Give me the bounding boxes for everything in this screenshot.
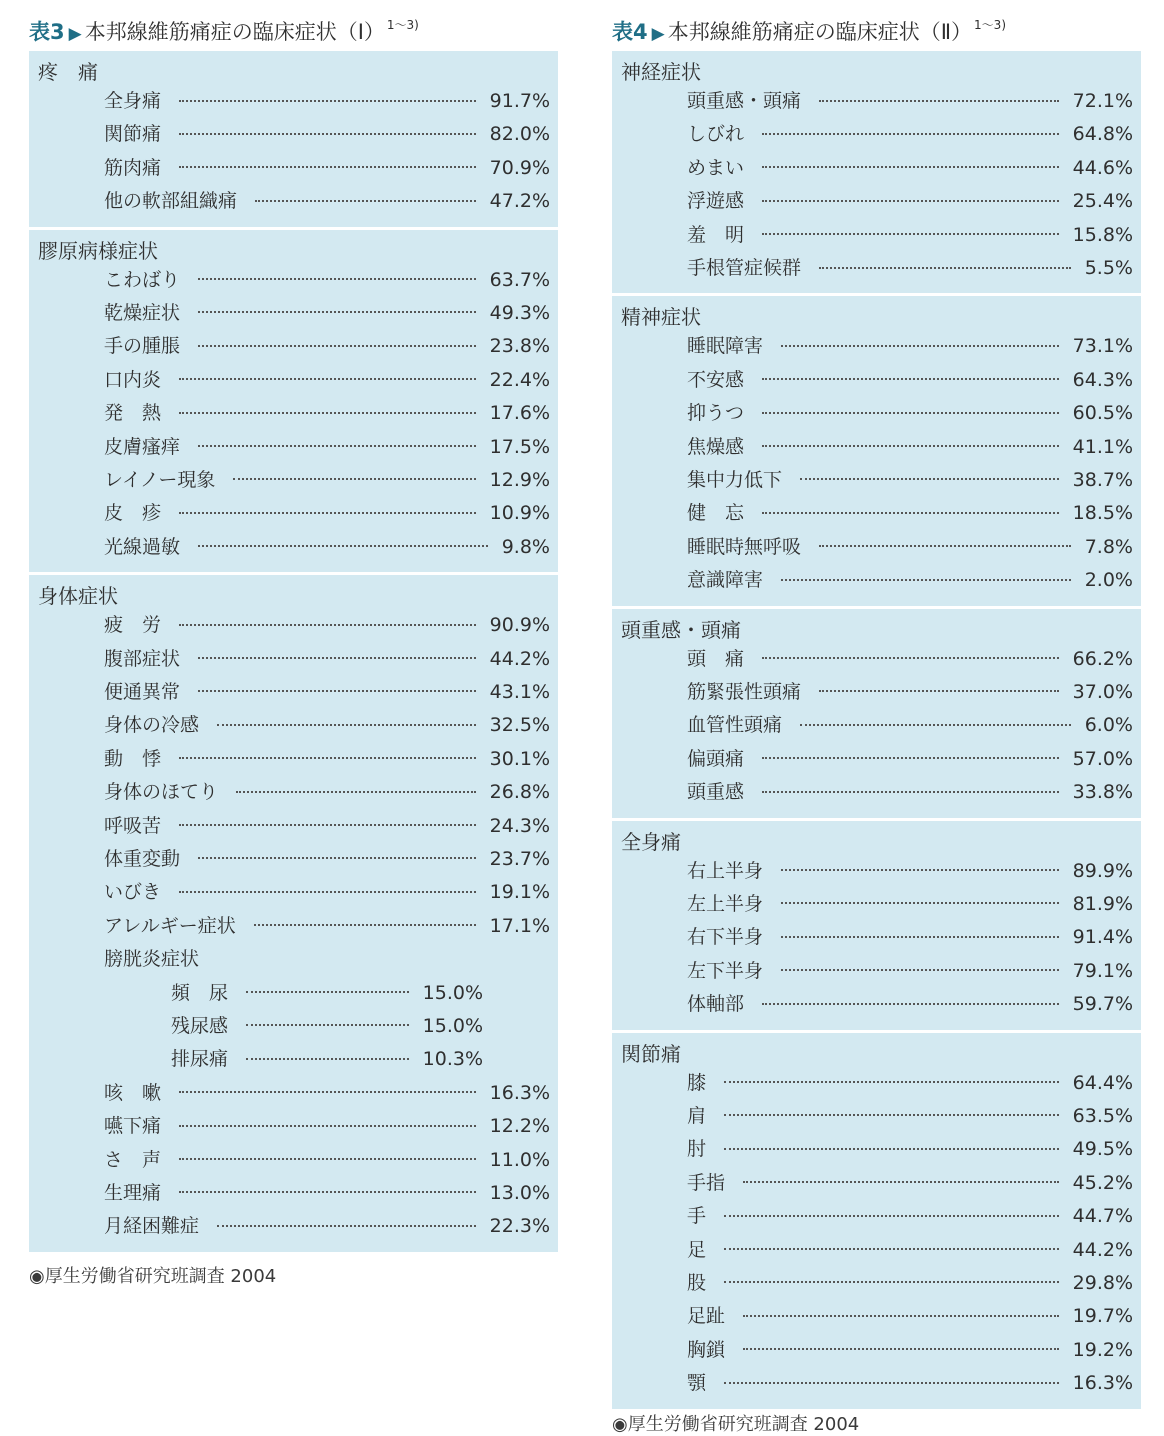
symptom-percentage: 70.9% xyxy=(489,156,550,179)
symptom-row xyxy=(687,85,1133,118)
symptom-name: 体重変動 xyxy=(104,847,181,870)
symptom-percentage: 17.1% xyxy=(489,914,550,937)
section-heading: 全身痛 xyxy=(621,829,681,854)
dot-leader xyxy=(198,545,488,547)
dot-leader xyxy=(246,991,409,993)
symptom-name: 胸鎖 xyxy=(687,1338,726,1361)
symptom-name: 全身痛 xyxy=(104,90,162,112)
table-body xyxy=(29,51,558,1252)
symptom-row xyxy=(687,709,1133,742)
symptom-percentage: 17.5% xyxy=(489,435,550,458)
dot-leader xyxy=(198,345,476,347)
symptom-row xyxy=(104,810,550,843)
symptom-section xyxy=(612,1033,1141,1409)
symptom-percentage: 22.4% xyxy=(489,368,550,391)
symptom-row xyxy=(104,85,550,118)
dot-leader xyxy=(179,100,476,102)
symptom-row xyxy=(104,185,550,218)
symptom-row xyxy=(104,776,550,809)
symptom-name: 疲 労 xyxy=(104,614,162,637)
symptom-name: 手の腫脹 xyxy=(104,335,181,358)
dot-leader xyxy=(762,1003,1059,1005)
dot-leader xyxy=(724,1114,1059,1116)
symptom-percentage: 57.0% xyxy=(1072,747,1133,770)
symptom-percentage: 63.7% xyxy=(489,268,550,291)
symptom-percentage: 44.6% xyxy=(1072,156,1133,179)
dot-leader xyxy=(724,1281,1059,1283)
symptom-name: 肘 xyxy=(687,1138,707,1161)
symptom-row xyxy=(104,843,550,876)
symptom-percentage: 25.4% xyxy=(1072,190,1133,213)
dot-leader xyxy=(179,166,476,168)
symptom-percentage: 15.0% xyxy=(422,981,483,1004)
symptom-percentage: 89.9% xyxy=(1072,859,1133,882)
dot-leader xyxy=(179,1158,476,1160)
symptom-row xyxy=(687,118,1133,151)
symptom-name: 残尿感 xyxy=(171,1014,229,1037)
symptom-name: 左上半身 xyxy=(687,892,764,915)
symptom-percentage: 43.1% xyxy=(489,680,550,703)
section-heading: 頭重感・頭痛 xyxy=(621,617,741,642)
reference-superscript: 1〜3) xyxy=(386,18,419,32)
symptom-name: 足 xyxy=(687,1238,707,1261)
dot-leader xyxy=(781,902,1059,904)
symptom-percentage: 6.0% xyxy=(1084,714,1133,737)
symptom-percentage: 47.2% xyxy=(489,190,550,213)
dot-leader xyxy=(743,1315,1059,1317)
dot-leader xyxy=(762,378,1059,380)
symptom-percentage: 64.8% xyxy=(1072,123,1133,146)
symptom-percentage: 26.8% xyxy=(489,781,550,804)
symptom-percentage: 66.2% xyxy=(1072,647,1133,670)
section-heading: 膠原病様症状 xyxy=(38,238,158,263)
symptom-name: 抑うつ xyxy=(687,402,745,425)
symptom-name: 浮遊感 xyxy=(687,190,745,213)
symptom-percentage: 73.1% xyxy=(1072,335,1133,358)
symptom-name: 膀胱炎症状 xyxy=(104,948,200,971)
symptom-percentage: 5.5% xyxy=(1084,257,1133,279)
symptom-percentage: 13.0% xyxy=(489,1181,550,1204)
symptom-row xyxy=(687,1234,1133,1267)
symptom-percentage: 38.7% xyxy=(1072,468,1133,491)
symptom-row xyxy=(104,464,550,497)
symptom-percentage: 11.0% xyxy=(489,1148,550,1171)
symptom-percentage: 23.8% xyxy=(489,335,550,358)
symptom-name: 左下半身 xyxy=(687,959,764,982)
symptom-name: 頻 尿 xyxy=(171,981,229,1004)
dot-leader xyxy=(781,579,1071,581)
dot-leader xyxy=(762,757,1059,759)
dot-leader xyxy=(179,1091,476,1093)
symptom-percentage: 59.7% xyxy=(1072,993,1133,1016)
symptom-name: 睡眠時無呼吸 xyxy=(687,535,802,558)
symptom-percentage: 15.0% xyxy=(422,1014,483,1037)
symptom-name: 身体の冷感 xyxy=(104,714,200,737)
dot-leader xyxy=(743,1181,1059,1183)
symptom-row xyxy=(687,464,1133,497)
symptom-name: 手根管症候群 xyxy=(687,257,802,279)
symptom-percentage: 10.3% xyxy=(422,1048,483,1071)
symptom-row xyxy=(687,955,1133,988)
dot-leader xyxy=(800,478,1059,480)
symptom-name: 睡眠障害 xyxy=(687,335,764,358)
symptom-name: 手 xyxy=(687,1205,707,1228)
dot-leader xyxy=(217,724,476,726)
symptom-row xyxy=(104,118,550,151)
dot-leader xyxy=(198,445,476,447)
symptom-name: 羞 明 xyxy=(687,223,745,246)
symptom-row xyxy=(104,643,550,676)
symptom-name: 乾燥症状 xyxy=(104,301,181,324)
dot-leader xyxy=(179,1125,476,1127)
dot-leader xyxy=(255,200,476,202)
dot-leader xyxy=(743,1348,1059,1350)
dot-leader xyxy=(762,133,1059,135)
symptom-name: 頭 痛 xyxy=(687,647,745,670)
symptom-row xyxy=(104,1110,550,1143)
dot-leader xyxy=(800,724,1071,726)
table-title-text: 本邦線維筋痛症の臨床症状（Ⅱ） xyxy=(667,20,973,44)
symptom-percentage: 63.5% xyxy=(1072,1104,1133,1127)
section-heading: 神経症状 xyxy=(621,60,701,84)
symptom-section xyxy=(612,51,1141,293)
symptom-percentage: 90.9% xyxy=(489,614,550,637)
symptom-percentage: 91.7% xyxy=(489,90,550,112)
dot-leader xyxy=(724,1248,1059,1250)
dot-leader xyxy=(179,624,476,626)
dot-leader xyxy=(762,412,1059,414)
symptom-percentage: 17.6% xyxy=(489,402,550,425)
symptom-row xyxy=(104,431,550,464)
symptom-row xyxy=(104,1077,550,1110)
symptom-name: 偏頭痛 xyxy=(687,747,745,770)
symptom-name: 意識障害 xyxy=(687,569,764,592)
dot-leader xyxy=(781,936,1059,938)
symptom-row xyxy=(104,910,550,943)
table-title xyxy=(29,8,419,51)
dot-leader xyxy=(781,869,1059,871)
dot-leader xyxy=(179,378,476,380)
symptom-percentage: 49.5% xyxy=(1072,1138,1133,1161)
dot-leader xyxy=(762,445,1059,447)
symptom-row xyxy=(687,1167,1133,1200)
symptom-name: 身体のほてり xyxy=(104,781,219,804)
dot-leader xyxy=(819,545,1071,547)
symptom-percentage: 45.2% xyxy=(1072,1171,1133,1194)
symptom-section xyxy=(29,51,558,227)
dot-leader xyxy=(724,1215,1059,1217)
symptom-row xyxy=(687,252,1133,285)
symptom-percentage: 41.1% xyxy=(1072,435,1133,458)
dot-leader xyxy=(246,1024,409,1026)
symptom-name: 筋緊張性頭痛 xyxy=(687,680,802,703)
dot-leader xyxy=(179,891,476,893)
dot-leader xyxy=(724,1148,1059,1150)
section-heading: 関節痛 xyxy=(621,1041,681,1066)
symptom-row xyxy=(687,743,1133,776)
symptom-name: しびれ xyxy=(687,123,745,146)
symptom-row xyxy=(104,1144,550,1177)
symptom-row xyxy=(687,888,1133,921)
dot-leader xyxy=(198,311,476,313)
table-label: 表4 xyxy=(612,20,648,44)
dot-leader xyxy=(179,1191,476,1193)
symptom-name: 頭重感・頭痛 xyxy=(687,90,802,112)
symptom-percentage: 33.8% xyxy=(1072,781,1133,804)
symptom-percentage: 12.9% xyxy=(489,468,550,491)
symptom-name: 皮 疹 xyxy=(104,502,162,525)
symptom-percentage: 49.3% xyxy=(489,301,550,324)
symptom-name: 嚥下痛 xyxy=(104,1115,162,1138)
symptom-name: 血管性頭痛 xyxy=(687,714,783,737)
dot-leader xyxy=(819,267,1071,269)
symptom-name: 頭重感 xyxy=(687,781,745,804)
symptom-percentage: 44.2% xyxy=(1072,1238,1133,1261)
symptom-percentage: 81.9% xyxy=(1072,892,1133,915)
dot-leader xyxy=(819,100,1059,102)
symptom-row xyxy=(104,1177,550,1210)
symptom-percentage: 60.5% xyxy=(1072,402,1133,425)
dot-leader xyxy=(198,278,476,280)
symptom-name: 皮膚瘙痒 xyxy=(104,435,181,458)
dot-leader xyxy=(233,478,475,480)
symptom-row xyxy=(104,297,550,330)
symptom-percentage: 19.7% xyxy=(1072,1305,1133,1328)
symptom-name: 膝 xyxy=(687,1071,707,1094)
symptom-row xyxy=(687,1300,1133,1333)
dot-leader xyxy=(179,512,476,514)
dot-leader xyxy=(198,690,476,692)
dot-leader xyxy=(236,791,476,793)
symptom-name: アレルギー症状 xyxy=(104,914,236,937)
dot-leader xyxy=(198,657,476,659)
source-note: ◉厚生労働省研究班調査 2004 xyxy=(29,1266,277,1287)
dot-leader xyxy=(819,690,1059,692)
symptom-row xyxy=(104,152,550,185)
symptom-section xyxy=(612,609,1141,818)
symptom-name: こわばり xyxy=(104,268,181,291)
symptom-percentage: 72.1% xyxy=(1072,90,1133,112)
symptom-percentage: 44.2% xyxy=(489,647,550,670)
symptom-percentage: 23.7% xyxy=(489,847,550,870)
symptom-name: 集中力低下 xyxy=(687,468,783,491)
section-heading: 疼 痛 xyxy=(38,60,98,84)
symptom-row xyxy=(687,1367,1133,1400)
dot-leader xyxy=(762,791,1059,793)
sub-symptom-row xyxy=(171,1010,483,1043)
symptom-percentage: 10.9% xyxy=(489,502,550,525)
symptom-percentage: 15.8% xyxy=(1072,223,1133,246)
dot-leader xyxy=(254,924,476,926)
symptom-percentage: 44.7% xyxy=(1072,1205,1133,1228)
symptom-percentage: 37.0% xyxy=(1072,680,1133,703)
symptom-row xyxy=(104,1210,550,1243)
dot-leader xyxy=(781,345,1059,347)
symptom-row xyxy=(687,219,1133,252)
section-heading: 精神症状 xyxy=(621,305,701,330)
dot-leader xyxy=(246,1058,409,1060)
symptom-row xyxy=(687,855,1133,888)
dot-leader xyxy=(724,1382,1059,1384)
symptom-percentage: 12.2% xyxy=(489,1115,550,1138)
symptom-name: 焦燥感 xyxy=(687,435,745,458)
symptom-row xyxy=(687,397,1133,430)
dot-leader xyxy=(762,200,1059,202)
symptom-percentage: 2.0% xyxy=(1084,569,1133,592)
table-body xyxy=(612,51,1141,1409)
dot-leader xyxy=(762,233,1059,235)
symptom-row xyxy=(687,921,1133,954)
symptom-row xyxy=(687,330,1133,363)
symptom-name: めまい xyxy=(687,156,745,179)
dot-leader xyxy=(724,1081,1059,1083)
symptom-percentage: 64.3% xyxy=(1072,368,1133,391)
symptom-row xyxy=(687,988,1133,1021)
reference-superscript: 1〜3) xyxy=(974,18,1006,32)
dot-leader xyxy=(179,757,476,759)
symptom-name: 腹部症状 xyxy=(104,647,181,670)
symptom-name: 健 忘 xyxy=(687,502,745,525)
symptom-percentage: 30.1% xyxy=(489,747,550,770)
symptom-name: 生理痛 xyxy=(104,1181,162,1204)
symptom-percentage: 91.4% xyxy=(1072,926,1133,949)
symptom-name: 体軸部 xyxy=(687,993,745,1016)
symptom-name: 関節痛 xyxy=(104,123,162,146)
triangle-right-icon: ▶ xyxy=(651,24,665,44)
triangle-right-icon: ▶ xyxy=(68,24,82,44)
symptom-percentage: 16.3% xyxy=(1072,1372,1133,1395)
dot-leader xyxy=(179,824,476,826)
symptom-name: レイノー現象 xyxy=(104,468,216,491)
symptom-name: 手指 xyxy=(687,1171,726,1194)
symptom-name: いびき xyxy=(104,881,162,904)
table-title xyxy=(612,8,1006,51)
symptom-row xyxy=(104,531,550,564)
symptom-row xyxy=(104,876,550,909)
symptom-percentage: 32.5% xyxy=(489,714,550,737)
symptom-row xyxy=(687,564,1133,597)
symptom-row xyxy=(104,743,550,776)
dot-leader xyxy=(762,657,1059,659)
symptom-name: 不安感 xyxy=(687,368,745,391)
symptom-row xyxy=(687,1200,1133,1233)
symptom-row xyxy=(687,1334,1133,1367)
symptom-row xyxy=(687,364,1133,397)
symptom-section xyxy=(29,575,558,1252)
symptom-row xyxy=(104,364,550,397)
source-note: ◉厚生労働省研究班調査 2004 xyxy=(612,1414,860,1435)
symptom-row xyxy=(687,431,1133,464)
symptom-row xyxy=(687,776,1133,809)
table-label: 表3 xyxy=(29,20,65,44)
symptom-name: さ 声 xyxy=(104,1148,162,1171)
symptom-name: 口内炎 xyxy=(104,368,162,391)
symptom-name: 顎 xyxy=(687,1372,707,1395)
symptom-percentage: 24.3% xyxy=(489,814,550,837)
symptom-name: 肩 xyxy=(687,1104,707,1127)
symptom-section xyxy=(612,821,1141,1030)
dot-leader xyxy=(198,857,476,859)
symptom-name: 右上半身 xyxy=(687,859,764,882)
symptom-percentage: 29.8% xyxy=(1072,1271,1133,1294)
symptom-row xyxy=(104,264,550,297)
symptom-section xyxy=(612,296,1141,605)
symptom-percentage: 7.8% xyxy=(1084,535,1133,558)
symptom-row xyxy=(104,676,550,709)
symptom-name: 便通異常 xyxy=(104,680,181,703)
symptom-row xyxy=(104,943,550,976)
symptom-row xyxy=(687,531,1133,564)
sub-symptom-row xyxy=(171,1043,483,1076)
section-heading: 身体症状 xyxy=(38,584,118,609)
symptom-row xyxy=(104,330,550,363)
symptom-row xyxy=(104,397,550,430)
symptom-name: 他の軟部組織痛 xyxy=(104,190,238,213)
symptom-name: 排尿痛 xyxy=(171,1048,229,1071)
dot-leader xyxy=(762,166,1059,168)
symptom-percentage: 64.4% xyxy=(1072,1071,1133,1094)
symptom-percentage: 18.5% xyxy=(1072,502,1133,525)
symptom-percentage: 82.0% xyxy=(489,123,550,146)
symptom-row xyxy=(687,497,1133,530)
symptom-row xyxy=(687,1133,1133,1166)
symptom-name: 呼吸苦 xyxy=(104,814,162,837)
dot-leader xyxy=(781,969,1059,971)
sub-symptom-row xyxy=(171,977,483,1010)
symptom-row xyxy=(687,1267,1133,1300)
dot-leader xyxy=(762,512,1059,514)
symptom-row xyxy=(687,185,1133,218)
table-title-text: 本邦線維筋痛症の臨床症状（Ⅰ） xyxy=(84,20,385,44)
symptom-percentage: 9.8% xyxy=(501,535,550,558)
symptom-percentage: 19.2% xyxy=(1072,1338,1133,1361)
dot-leader xyxy=(179,412,476,414)
symptom-percentage: 79.1% xyxy=(1072,959,1133,982)
dot-leader xyxy=(217,1225,476,1227)
symptom-row xyxy=(687,152,1133,185)
symptom-row xyxy=(104,609,550,642)
symptom-name: 動 悸 xyxy=(104,747,162,770)
symptom-name: 咳 嗽 xyxy=(104,1081,162,1104)
dot-leader xyxy=(179,133,476,135)
symptom-percentage: 16.3% xyxy=(489,1081,550,1104)
symptom-row xyxy=(104,497,550,530)
symptom-row xyxy=(687,1100,1133,1133)
symptom-row xyxy=(687,1067,1133,1100)
symptom-percentage: 22.3% xyxy=(489,1215,550,1238)
symptom-row xyxy=(687,676,1133,709)
symptom-row xyxy=(687,643,1133,676)
symptom-name: 光線過敏 xyxy=(104,535,181,558)
symptom-name: 発 熱 xyxy=(104,402,162,425)
symptom-row xyxy=(104,709,550,742)
symptom-name: 足趾 xyxy=(687,1305,726,1328)
symptom-name: 右下半身 xyxy=(687,926,764,949)
symptom-name: 筋肉痛 xyxy=(104,156,162,179)
symptom-name: 股 xyxy=(687,1271,707,1294)
symptom-name: 月経困難症 xyxy=(104,1215,200,1238)
symptom-percentage: 19.1% xyxy=(489,881,550,904)
symptom-section xyxy=(29,230,558,573)
